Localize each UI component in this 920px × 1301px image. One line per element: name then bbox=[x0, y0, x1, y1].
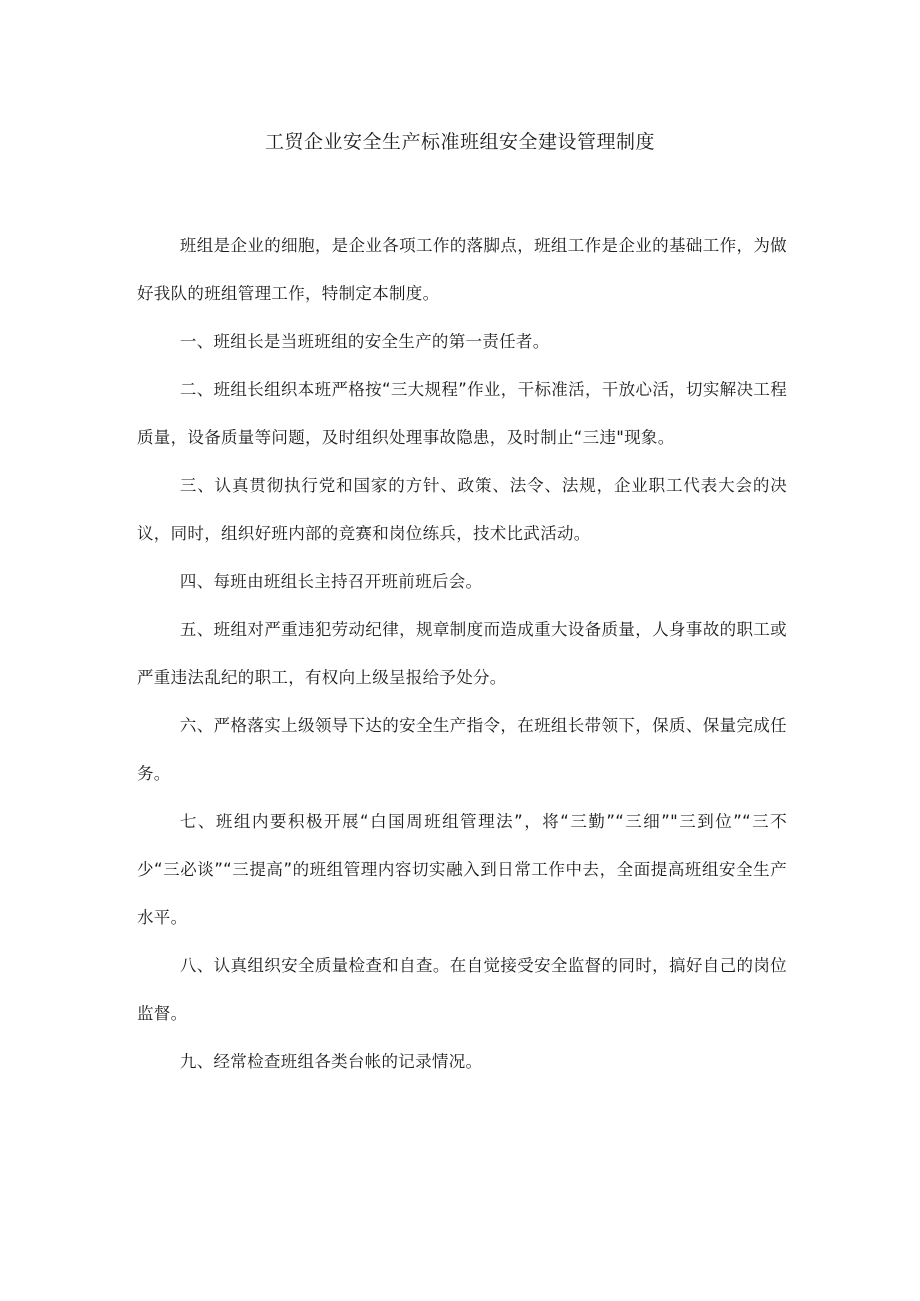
intro-paragraph: 班组是企业的细胞，是企业各项工作的落脚点，班组工作是企业的基础工作，为做好我队的班组管理工作，特制定本制度。 bbox=[137, 236, 787, 303]
rule-7-paragraph: 七、班组内要积极开展“白国周班组管理法”，将“三勤”“三细”"三到位”“三不少“三必谈”“三提高”的班组管理内容切实融入到日常工作中去，全面提高班组安全生产水平。 bbox=[137, 812, 787, 927]
rule-1-paragraph: 一、班组长是当班班组的安全生产的第一责任者。 bbox=[179, 332, 550, 351]
rule-3-paragraph: 三、认真贯彻执行党和国家的方针、政策、法令、法规，企业职工代表大会的决议，同时，组织好班内部的竞赛和岗位练兵，技术比武活动。 bbox=[137, 476, 787, 543]
document-body bbox=[137, 222, 787, 1086]
rule-8-paragraph: 八、认真组织安全质量检查和自查。在自觉接受安全监督的同时，搞好自己的岗位监督。 bbox=[137, 956, 787, 1023]
rule-4-paragraph: 四、每班由班组长主持召开班前班后会。 bbox=[179, 572, 483, 591]
rule-6-paragraph: 六、严格落实上级领导下达的安全生产指令，在班组长带领下，保质、保量完成任务。 bbox=[137, 716, 787, 783]
document-title: 工贸企业安全生产标准班组安全建设管理制度 bbox=[264, 131, 655, 153]
rule-5-paragraph: 五、班组对严重违犯劳动纪律，规章制度而造成重大设备质量，人身事故的职工或严重违法乱纪的职工，有权向上级呈报给予处分。 bbox=[137, 620, 787, 687]
rule-2-paragraph: 二、班组长组织本班严格按“三大规程”作业，干标准活，干放心活，切实解决工程质量，设备质量等问题，及时组织处理事故隐患，及时制止“三违"现象。 bbox=[137, 380, 787, 447]
rule-9-paragraph: 九、经常检查班组各类台帐的记录情况。 bbox=[179, 1052, 483, 1071]
